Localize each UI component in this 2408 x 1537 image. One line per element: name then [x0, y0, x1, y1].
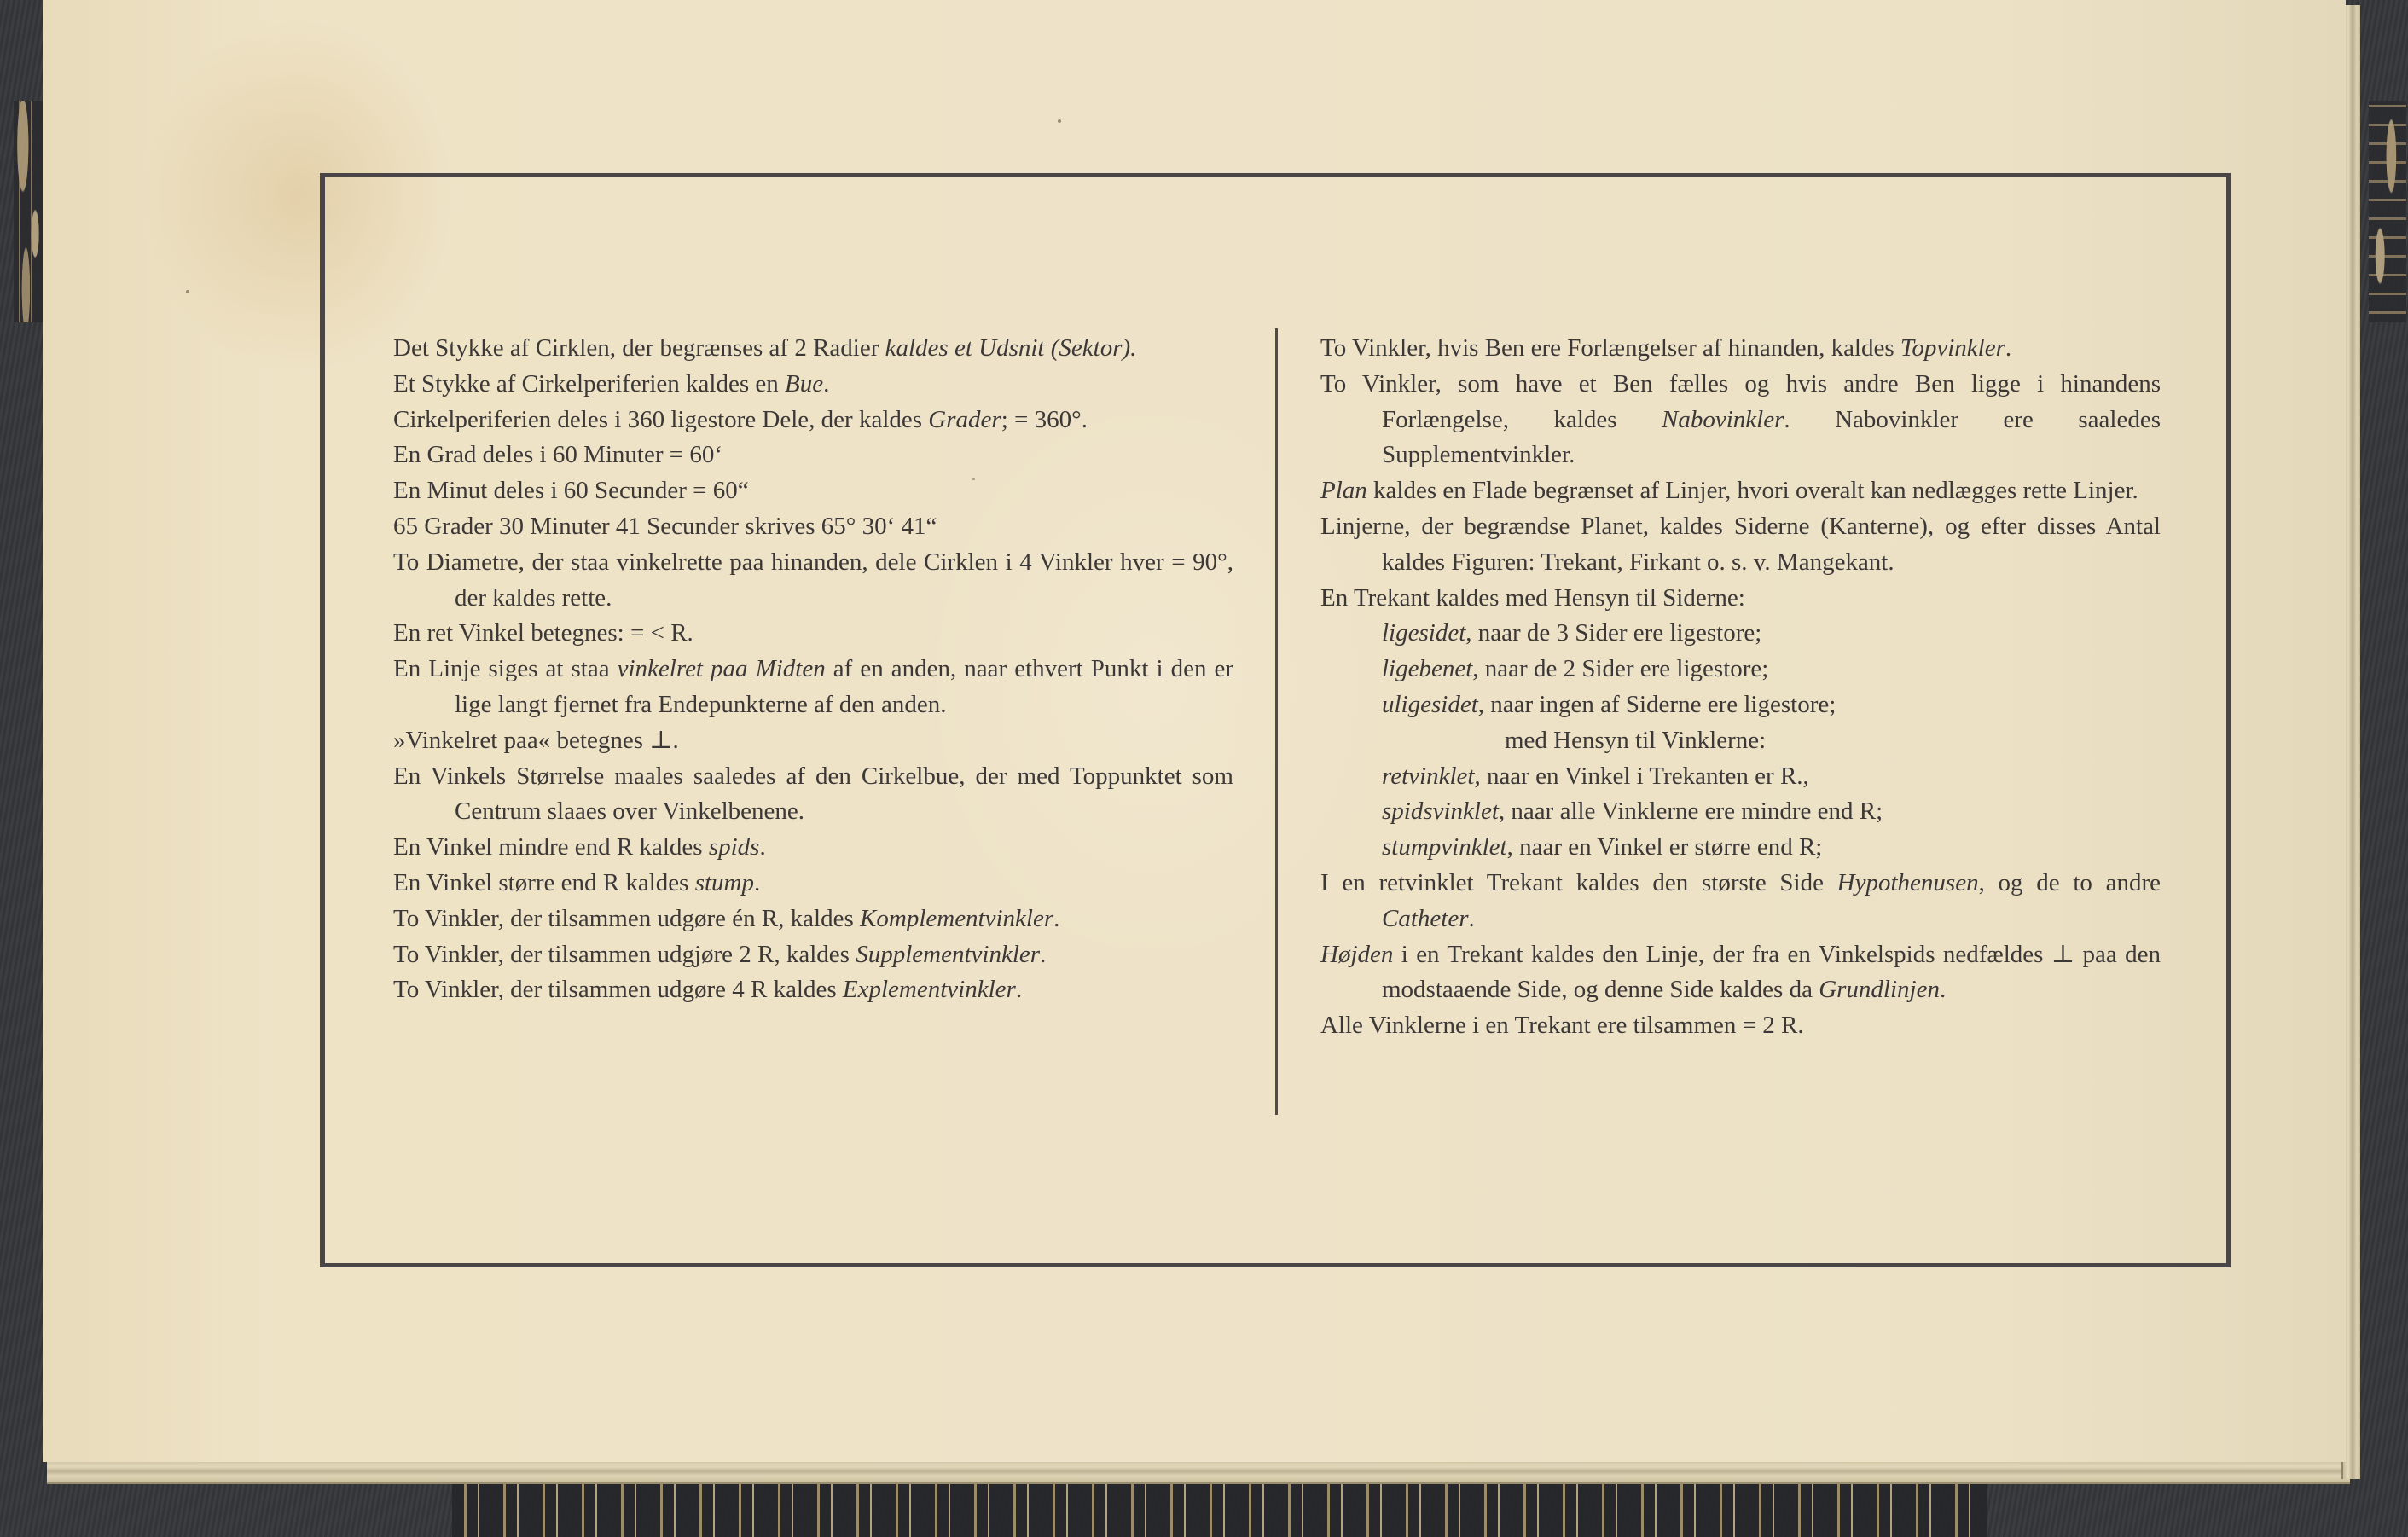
paragraph	[393, 830, 1233, 866]
left-column	[393, 331, 1233, 1008]
text-run: , naar alle Vinklerne ere mindre end R;	[1498, 798, 1883, 826]
text-run: .	[1015, 976, 1023, 1004]
italic-term: Supplementvinkler	[856, 940, 1041, 968]
paragraph	[1320, 367, 2161, 473]
italic-term: retvinklet	[1382, 762, 1475, 790]
italic-term: stump	[694, 868, 755, 896]
text-run: En Linje siges at staa	[393, 655, 618, 683]
paragraph	[1320, 581, 2161, 617]
italic-term: vinkelret paa Midten	[617, 655, 826, 683]
text-run: En Vinkels Størrelse maales saaledes af den Cirkelbue, der med Toppunktet som Centrum slaaes over Vinkelbenene.	[393, 762, 1233, 826]
text-run: .	[1053, 904, 1060, 932]
italic-term: spidsvinklet	[1382, 798, 1499, 826]
sub-item	[1320, 652, 2161, 687]
paper-speck	[186, 290, 189, 293]
paragraph	[393, 545, 1233, 617]
text-run: To Vinkler, hvis Ben ere Forlængelser af hinanden, kaldes	[1320, 334, 1900, 362]
italic-term: ligebenet	[1382, 655, 1473, 683]
text-run: 65 Grader 30 Minuter 41 Secunder skrives 65° 30‘ 41“	[393, 512, 937, 540]
italic-term: Nabovinkler	[1662, 405, 1784, 433]
marbled-binding-left	[14, 101, 44, 322]
italic-term: stumpvinklet	[1382, 833, 1507, 861]
paper-speck	[1058, 119, 1061, 123]
paragraph	[1320, 509, 2161, 581]
sub-heading	[1320, 723, 2161, 759]
paragraph	[393, 509, 1233, 545]
paragraph	[393, 723, 1233, 759]
sub-item	[1320, 687, 2161, 723]
paragraph	[393, 331, 1233, 367]
book-page	[43, 0, 2346, 1462]
text-run: En Vinkel mindre end R kaldes	[393, 833, 709, 861]
italic-term: Catheter	[1382, 904, 1469, 932]
paragraph	[393, 866, 1233, 902]
italic-term: Grundlinjen	[1819, 976, 1940, 1004]
paragraph	[393, 403, 1233, 438]
text-run: I en retvinklet Trekant kaldes den største Side	[1320, 868, 1837, 896]
text-run: To Diametre, der staa vinkelrette paa hinanden, dele Cirklen i 4 Vinkler hver = 90°, der kaldes rette.	[393, 548, 1233, 612]
paragraph	[393, 367, 1233, 403]
italic-term: Bue	[785, 369, 824, 397]
text-run: To Vinkler, der tilsammen udgøre 4 R kaldes	[393, 976, 843, 1004]
italic-term: Grader	[928, 405, 1001, 433]
italic-term: Topvinkler	[1900, 334, 2005, 362]
text-run: af en anden, naar ethvert Punkt i den er lige langt fjernet fra Endepunkterne af den anden.	[455, 655, 1234, 718]
text-run: En Grad deles i 60 Minuter = 60‘	[393, 441, 723, 469]
text-run: .	[2005, 334, 2012, 362]
italic-term: spids	[708, 833, 760, 861]
text-run: To Vinkler, som have et Ben fælles og hvis andre Ben ligge i hinandens Forlængelse, kaldes	[1320, 369, 2161, 433]
right-column	[1320, 331, 2161, 1044]
text-run: Alle Vinklerne i en Trekant ere tilsammen = 2 R.	[1320, 1012, 1804, 1040]
text-run: .	[754, 868, 761, 896]
sub-item	[1320, 794, 2161, 830]
text-run: , naar de 3 Sider ere ligestore;	[1465, 619, 1762, 647]
paragraph	[393, 902, 1233, 937]
italic-term: uligesidet	[1382, 690, 1478, 718]
paragraph	[393, 972, 1233, 1008]
text-run: .	[1468, 904, 1475, 932]
sub-item	[1320, 616, 2161, 652]
paragraph	[1320, 1008, 2161, 1044]
text-run: Cirkelperiferien deles i 360 ligestore Dele, der kaldes	[393, 405, 929, 433]
text-run: Det Stykke af Cirklen, der begrænses af 2 Radier	[393, 334, 885, 362]
italic-term: ligesidet	[1382, 619, 1466, 647]
paragraph	[393, 652, 1233, 723]
text-run: , naar en Vinkel er større end R;	[1506, 833, 1823, 861]
text-run: ; = 360°.	[1001, 405, 1088, 433]
paragraph	[393, 438, 1233, 473]
italic-term: Komplementvinkler	[860, 904, 1054, 932]
text-run: i en Trekant kaldes den Linje, der fra en Vinkelspids nedfældes ⊥ paa den modstaaende Side, og denne Side kaldes da	[1382, 940, 2161, 1004]
marbled-binding-right	[2369, 101, 2406, 322]
text-run: .	[823, 369, 830, 397]
text-run: Et Stykke af Cirkelperiferien kaldes en	[393, 369, 786, 397]
italic-term: Explementvinkler	[842, 976, 1016, 1004]
text-run: , naar de 2 Sider ere ligestore;	[1472, 655, 1769, 683]
text-run: En Trekant kaldes med Hensyn til Siderne:	[1320, 583, 1745, 612]
paragraph	[393, 616, 1233, 652]
text-run: To Vinkler, der tilsammen udgøre én R, kaldes	[393, 904, 861, 932]
text-run: .	[1939, 976, 1947, 1004]
page-stack-bottom-edge	[47, 1460, 2350, 1484]
text-run: kaldes en Flade begrænset af Linjer, hvori overalt kan nedlægges rette Linjer.	[1366, 477, 2138, 505]
sub-item	[1320, 830, 2161, 866]
text-run: , naar en Vinkel i Trekanten er R.,	[1474, 762, 1809, 790]
text-run: .	[1040, 940, 1047, 968]
paragraph	[1320, 937, 2161, 1009]
text-run: »Vinkelret paa« betegnes ⊥.	[393, 726, 679, 754]
paragraph	[1320, 866, 2161, 937]
printed-frame	[320, 173, 2231, 1267]
sub-item	[1320, 759, 2161, 795]
paragraph	[1320, 331, 2161, 367]
paragraph	[393, 473, 1233, 509]
italic-term: Højden	[1320, 940, 1394, 968]
marbled-binding-bottom	[452, 1484, 1987, 1537]
paragraph	[1320, 473, 2161, 509]
paragraph	[393, 937, 1233, 973]
text-run: En ret Vinkel betegnes: = < R.	[393, 619, 693, 647]
paragraph	[393, 759, 1233, 831]
text-run: En Vinkel større end R kaldes	[393, 868, 695, 896]
text-run: , og de to andre	[1978, 868, 2161, 896]
text-run: med Hensyn til Vinklerne:	[1505, 726, 1767, 754]
italic-term: kaldes et Udsnit (Sektor).	[885, 334, 1137, 362]
italic-term: Plan	[1320, 477, 1367, 505]
italic-term: Hypothenusen	[1836, 868, 1979, 896]
text-run: Linjerne, der begrændse Planet, kaldes Siderne (Kanterne), og efter disses Antal kaldes Figuren: Trekant, Firkant o. s. v. Mangekant.	[1320, 512, 2161, 576]
text-run: .	[759, 833, 766, 861]
text-run: To Vinkler, der tilsammen udgjøre 2 R, kaldes	[393, 940, 856, 968]
text-run: , naar ingen af Siderne ere ligestore;	[1477, 690, 1836, 718]
text-run: . Nabovinkler ere saaledes Supplementvinkler.	[1382, 405, 2161, 469]
column-divider	[1275, 328, 1278, 1115]
text-run: En Minut deles i 60 Secunder = 60“	[393, 477, 749, 505]
